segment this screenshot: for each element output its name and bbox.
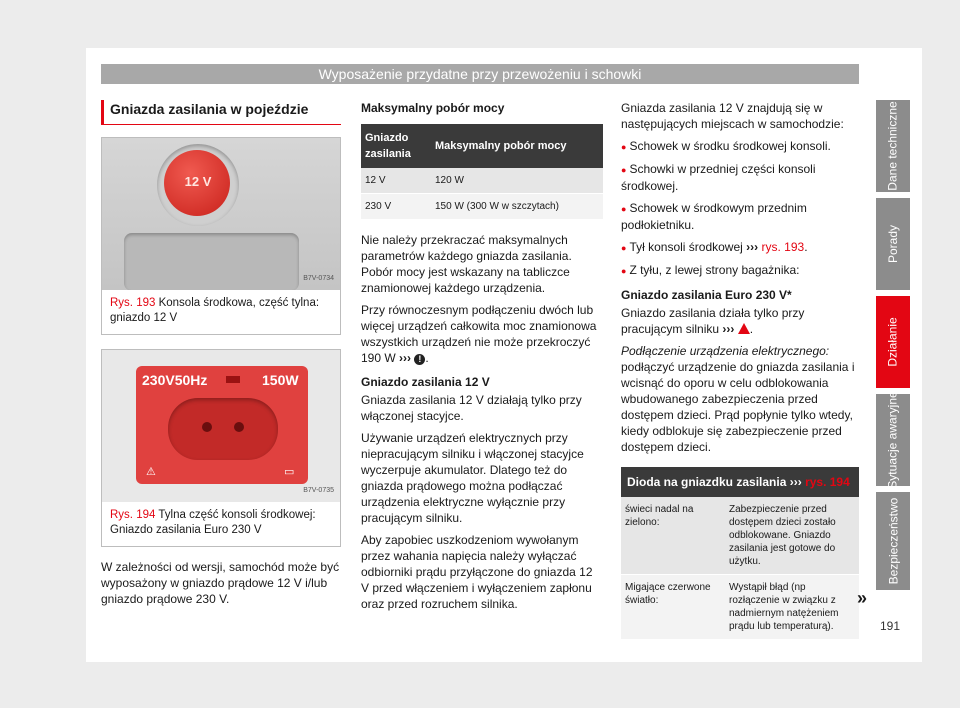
column-left [101,100,341,613]
figure-reference-link[interactable]: rys. 193 [761,240,805,254]
info-icon: ! [414,354,425,365]
figure-code: B7V-0735 [303,487,334,494]
caption-text: Tylna część konsoli środkowej: Gniazdo zasilania Euro 230 V [110,509,316,536]
led-table [621,467,859,640]
max-power-table [361,124,603,220]
tab-sytuacje-awaryjne[interactable] [876,391,910,489]
tab-dzialanie[interactable] [876,296,910,388]
figure-194-image [102,350,340,502]
column-right [621,100,859,640]
caption-text: Konsola środkowa, część tylna: gniazdo 12 V [110,297,320,324]
paragraph: Gniazdo zasilania działa tylko przy pracującym silniku ››› . [621,306,805,336]
list-item: ● Schowek w środkowym przednim podłokietniku. [621,200,859,233]
led-table-title-text: Dioda na gniazdku zasilania [627,475,787,489]
section-title: Gniazda zasilania w pojeździe [101,100,341,125]
socket-voltage-label: 230V50Hz [142,372,208,388]
tab-dane-techniczne[interactable] [876,100,910,192]
warning-triangle-icon: ⚠ [146,466,156,478]
table-row [361,168,603,194]
led-indicator [226,376,240,383]
paragraph-text: Przy równoczesnym podłączeniu dwóch lub więcej urządzeń całkowita moc znamionowa wszystkich urządzeń nie może przekroczyć 190 W [361,303,597,365]
list-item: ● Schowek w środku środkowej konsoli. [621,138,859,155]
warning-triangle-icon [738,323,750,334]
paragraph: Aby zapobiec uszkodzeniom wywołanym przez wahania napięcia należy wyłączać odbiorniki prądu przyłączone do gniazda 12 V przed włączeniem i wyłączeniem zapłonu oraz przed rozruchem silnika. [361,533,593,611]
figure-193-image [102,138,340,290]
paragraph-text: Gniazdo zasilania działa tylko przy pracującym silniku [621,306,805,336]
table-cell: Wystąpił błąd (np rozłączenie w związku z nadmiernym natężeniem prądu lub temperaturą). [725,575,859,640]
paragraph: podłączyć urządzenie do gniazda zasilania i wcisnąć do oporu w celu odblokowania wbudowanego zabezpieczenia przed dostępem dzieci. Prąd popłynie tylko wtedy, kiedy odblokuje się zabezpieczenie przed dostępem dzieci. [621,360,855,454]
table-row [621,497,859,575]
tab-label: Sytuacje awaryjne [886,391,901,489]
table-row [621,575,859,640]
reference-arrows: ››› [746,240,759,254]
max-power-heading: Maksymalny pobór mocy [361,101,505,115]
table-cell: 12 V [361,168,431,194]
figure-code: B7V-0734 [303,275,334,282]
tab-label: Porady [886,224,900,264]
paragraph: Gniazda zasilania 12 V znajdują się w następujących miejscach w samochodzie: [621,101,844,131]
tab-label: Działanie [886,317,901,367]
reference-arrows: ››› [789,475,802,489]
led-table-title [621,467,859,497]
table-header: Maksymalny pobór mocy [431,124,603,168]
table-header: Gniazdo zasilania [361,124,431,168]
tab-label: Bezpieczeństwo [886,497,900,585]
paragraph: Przy równoczesnym podłączeniu dwóch lub więcej urządzeń całkowita moc znamionowa wszystkich urządzeń nie może przekroczyć 190 W ››› ! . [361,303,597,365]
figure-number: Rys. 194 [110,509,156,521]
list-item: ● Schowki w przedniej części konsoli środkowej. [621,161,859,194]
continue-arrow-icon: » [857,588,868,608]
table-cell: 230 V [361,194,431,220]
page-number: 191 [880,619,901,633]
socket-badge: 12 V [184,174,212,189]
intro-paragraph: W zależności od wersji, samochód może być wyposażony w gniazdo prądowe 12 V i/lub gniazdo prądowe 230 V. [101,560,340,606]
table-row [361,194,603,220]
paragraph: Nie należy przekraczać maksymalnych parametrów każdego gniazda zasilania. Pobór mocy jest wskazany na tabliczce znamionowej każdego urządzenia. [361,233,572,295]
reference-arrows: ››› [722,322,735,336]
table-cell: 150 W (300 W w szczytach) [431,194,603,220]
figure-number: Rys. 193 [110,297,156,309]
subheading-12v: Gniazdo zasilania 12 V [361,375,490,389]
table-cell: Zabezpieczenie przed dostępem dzieci zostało odblokowane. Gniazdo zasilania jest gotowe do użytku. [725,497,859,575]
subheading-euro: Gniazdo zasilania Euro 230 V* [621,288,792,302]
table-cell: Migające czerwone światło: [621,575,725,640]
tab-label: Dane techniczne [886,101,901,191]
tab-porady[interactable] [876,198,910,290]
list-item: ● Tył konsoli środkowej ››› rys. 193. [621,239,859,256]
list-item: ● Z tyłu, z lewej strony bagażnika: [621,262,859,279]
figure-193-caption [102,290,340,334]
figure-193 [101,137,341,335]
column-middle [361,100,603,618]
table-cell: świeci nadal na zielono: [621,497,725,575]
paragraph: Używanie urządzeń elektrycznych przy niepracującym silniku i włączonej stacyjce wyczerpuje akumulator. Dlatego też do gniazda prądowego można podłączać urządzenia elektryczne wyłącznie przy pracującym silniku. [361,431,584,525]
reference-arrows: ››› [399,351,412,365]
figure-194 [101,349,341,547]
manual-book-icon: ▭ [284,466,295,478]
table-cell: 120 W [431,168,603,194]
list-item-text: Tył konsoli środkowej [629,240,743,254]
figure-reference-link[interactable]: rys. 194 [805,475,850,489]
tab-bezpieczenstwo[interactable] [876,492,910,590]
pin-hole-right-icon [234,422,244,432]
page-header: Wyposażenie przydatne przy przewożeniu i schowki [101,64,859,84]
socket-recess [168,398,278,460]
socket-power-label: 150W [262,372,299,388]
led-table-body [621,497,859,640]
pin-hole-left-icon [202,422,212,432]
figure-194-caption [102,502,340,546]
paragraph: Gniazda zasilania 12 V działają tylko przy włączonej stacyjce. [361,393,582,423]
italic-heading: Podłączenie urządzenia elektrycznego: [621,344,830,358]
